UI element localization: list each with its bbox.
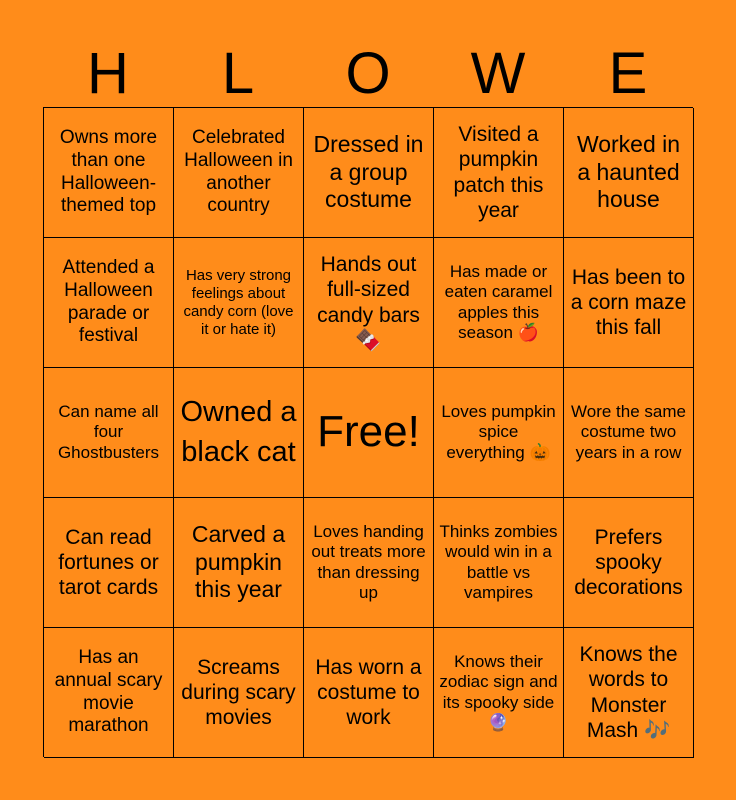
bingo-cell[interactable] xyxy=(304,628,434,758)
bingo-cell[interactable] xyxy=(174,368,304,498)
bingo-cell[interactable] xyxy=(174,108,304,238)
cell-text: Carved a pumpkin this year xyxy=(191,521,286,603)
bingo-cell[interactable] xyxy=(304,238,434,368)
bingo-cell[interactable] xyxy=(564,108,694,238)
cell-text: Has an annual scary movie marathon xyxy=(54,646,163,737)
cell-text: Prefers spooky decorations xyxy=(574,525,683,600)
bingo-cell[interactable] xyxy=(564,498,694,628)
bingo-cell[interactable] xyxy=(434,498,564,628)
cell-text: Dressed in a group costume xyxy=(313,131,424,213)
bingo-cell[interactable] xyxy=(174,498,304,628)
bingo-cell[interactable] xyxy=(434,628,564,758)
bingo-cell[interactable] xyxy=(44,368,174,498)
header-letter-e: E xyxy=(608,41,648,106)
header-letter-w: W xyxy=(470,41,526,106)
bingo-cell[interactable] xyxy=(44,628,174,758)
free-space-cell[interactable] xyxy=(304,368,434,498)
header-letter-h: H xyxy=(87,41,129,106)
bingo-header xyxy=(43,42,693,106)
cell-text: Attended a Halloween parade or festival xyxy=(62,256,155,347)
cell-text: Has very strong feelings about candy corn (love it or hate it) xyxy=(183,266,294,338)
cell-text: Thinks zombies would win in a battle vs vampires xyxy=(439,521,558,602)
bingo-cell[interactable] xyxy=(174,628,304,758)
cell-text: Knows the words to Monster Mash 🎶 xyxy=(579,643,678,742)
bingo-cell[interactable] xyxy=(304,498,434,628)
cell-text: Screams during scary movies xyxy=(181,655,296,730)
bingo-cell[interactable] xyxy=(174,238,304,368)
header-letter-l: L xyxy=(221,41,255,106)
cell-text: Knows their zodiac sign and its spooky side 🔮 xyxy=(439,651,558,732)
cell-text: Has worn a costume to work xyxy=(315,655,422,730)
cell-text: Loves pumpkin spice everything 🎃 xyxy=(441,401,556,462)
bingo-cell[interactable] xyxy=(564,238,694,368)
bingo-cell[interactable] xyxy=(304,108,434,238)
bingo-cell[interactable] xyxy=(44,238,174,368)
cell-text: Celebrated Halloween in another country xyxy=(184,126,293,217)
bingo-cell[interactable] xyxy=(434,368,564,498)
bingo-grid xyxy=(43,107,693,757)
cell-text: Worked in a haunted house xyxy=(576,131,681,213)
bingo-cell[interactable] xyxy=(44,108,174,238)
cell-text: Owns more than one Halloween-themed top xyxy=(59,126,158,217)
cell-text: Visited a pumpkin patch this year xyxy=(453,123,544,222)
cell-text: Can name all four Ghostbusters xyxy=(57,401,160,462)
cell-text: Has made or eaten caramel apples this season 🍎 xyxy=(444,261,553,342)
cell-text: Has been to a corn maze this fall xyxy=(570,265,687,340)
bingo-cell[interactable] xyxy=(564,628,694,758)
bingo-cell[interactable] xyxy=(564,368,694,498)
bingo-cell[interactable] xyxy=(44,498,174,628)
bingo-cell[interactable] xyxy=(434,108,564,238)
cell-text: Wore the same costume two years in a row xyxy=(571,401,686,462)
cell-text: Can read fortunes or tarot cards xyxy=(58,525,159,600)
cell-text: Loves handing out treats more than dressing up xyxy=(311,521,426,602)
bingo-cell[interactable] xyxy=(434,238,564,368)
header-letter-o: O xyxy=(345,41,391,106)
cell-text: Owned a black cat xyxy=(180,396,297,468)
cell-text: Hands out full-sized candy bars 🍫 xyxy=(317,253,420,352)
free-space-text: Free! xyxy=(317,407,420,457)
